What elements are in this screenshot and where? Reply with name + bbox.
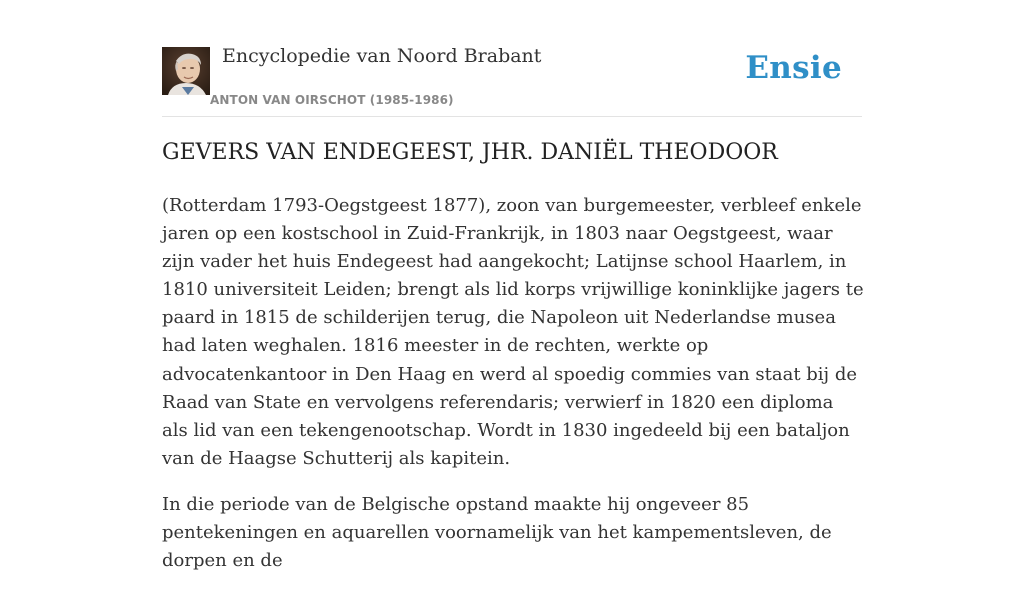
header <box>162 0 862 117</box>
article-container <box>162 0 864 572</box>
brand-logo[interactable]: Ensie <box>745 50 842 86</box>
entry-title: GEVERS VAN ENDEGEEST, JHR. DANIËL THEODOOR <box>162 140 778 165</box>
paragraph: In die periode van de Belgische opstand maakte hij ongeveer 85 pentekeningen en aquarellen voornamelijk van het kampementsleven, de dorpen en de <box>162 493 832 572</box>
author-avatar[interactable] <box>162 47 210 95</box>
author-name[interactable]: ANTON VAN OIRSCHOT (1985-1986) <box>210 93 454 107</box>
portrait-icon <box>162 47 210 95</box>
source-title[interactable]: Encyclopedie van Noord Brabant <box>222 45 542 67</box>
entry-body <box>162 192 864 593</box>
paragraph: (Rotterdam 1793-Oegstgeest 1877), zoon van burgemeester, verbleef enkele jaren op een kostschool in Zuid-Frankrijk, in 1803 naar Oegstgeest, waar zijn vader het huis Endegeest had aangekocht; Latijnse school Haarlem, in 1810 universiteit Leiden; brengt als lid korps vrijwillige koninklijke jagers te paard in 1815 de schilderijen terug, die Napoleon uit Nederlandse musea had laten weghalen. 1816 meester in de rechten, werkte op advocatenkantoor in Den Haag en werd al spoedig commies van staat bij de Raad van State en vervolgens referendaris; verwierf in 1820 een diploma als lid van een tekengenootschap. Wordt in 1830 ingedeeld bij een bataljon van de Haagse Schutterij als kapitein. <box>162 195 864 469</box>
